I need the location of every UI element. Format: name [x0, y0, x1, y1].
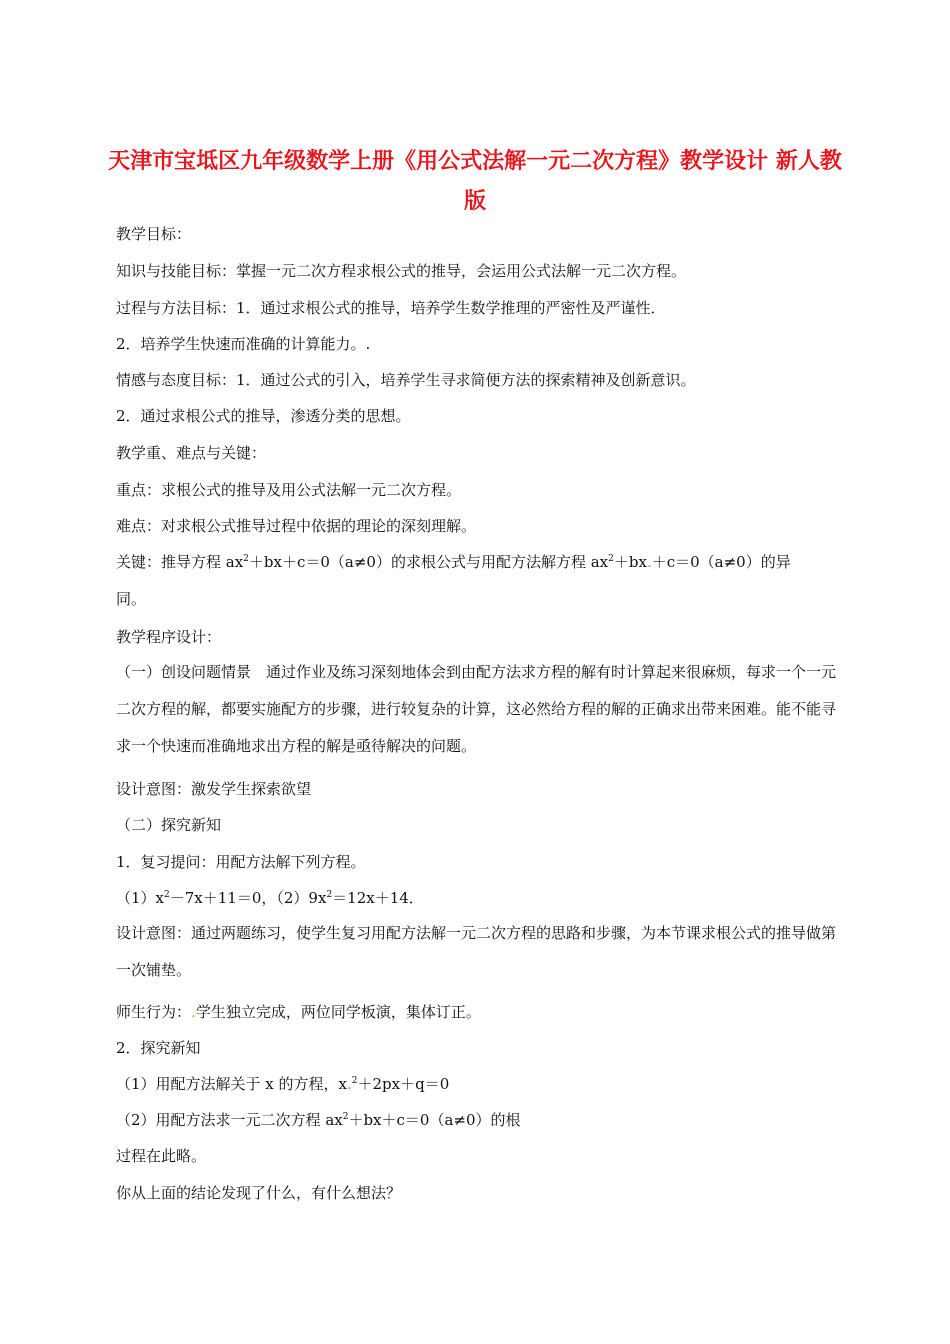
paragraph-key-cont: 同。: [116, 590, 147, 608]
text-run: 关键：推导方程 ax: [116, 553, 244, 571]
text-run: ：: [176, 1003, 192, 1021]
paragraph-difficulty: 难点：对求根公式推导过程中依据的理论的深刻理解。: [116, 517, 477, 535]
text-run: （1）x: [116, 889, 165, 907]
edit-mark: .: [646, 553, 652, 571]
paragraph-knowledge-goal: 知识与技能目标：掌握一元二次方程求根公式的推导，会运用公式法解一元二次方程。: [116, 262, 687, 280]
text-run: ＋bx＋c＝0（a≠0）的根: [348, 1111, 521, 1129]
paragraph-process-goal: 过程与方法目标：1．通过求根公式的推导，培养学生数学推理的严密性及严谨性．: [116, 299, 666, 317]
paragraph-omitted: 过程在此略。: [116, 1147, 207, 1165]
section-heading-explore-2: 2．探究新知: [116, 1039, 201, 1057]
text-run: －7x＋11＝0，（2）9x: [169, 889, 327, 907]
paragraph-teacher-student: [116, 1002, 836, 1022]
section-heading-explore: （二）探究新知: [116, 816, 222, 834]
superscript: 2: [608, 554, 614, 564]
edit-mark: .: [191, 1003, 196, 1021]
paragraph-attitude-goal: 情感与态度目标：1．通过公式的引入，培养学生寻求简便方法的探索精神及创新意识。: [116, 371, 696, 389]
paragraph-process-goal-2: 2．培养学生快速而准确的计算能力。.: [116, 335, 371, 353]
paragraph-problem-2: [116, 1110, 836, 1130]
text-run: （2）用配方法求一元二次方程 ax: [116, 1111, 343, 1129]
paragraph-design-intent-1: 设计意图：激发学生探索欲望: [116, 780, 312, 798]
paragraph-attitude-goal-2: 2．通过求根公式的推导，渗透分类的思想。: [116, 407, 411, 425]
paragraph-scenario: （一）创设问题情景 通过作业及练习深刻地体会到由配方法求方程的解有时计算起来很麻烦，每求一个一元二次方程的解，都要实施配方的步骤，进行较复杂的计算，这必然给方程的解的正确求出带来困难。能不能寻求一个快速而准确地求出方程的解是亟待解决的问题。: [116, 663, 837, 755]
text-run: ＋2px＋q＝0: [357, 1075, 450, 1093]
document-title: 天津市宝坻区九年级数学上册《用公式法解一元二次方程》教学设计 新人教版: [108, 149, 842, 214]
superscript: 2: [243, 554, 249, 564]
paragraph-question: 你从上面的结论发现了什么，有什么想法？: [116, 1184, 402, 1202]
paragraph-exercises: [116, 888, 836, 908]
text-run: ＋c＝0（a≠0）的异: [651, 553, 791, 571]
text-run: 师生行为: [116, 1003, 177, 1021]
section-heading-key-points: 教学重、难点与关键：: [116, 444, 267, 462]
paragraph-review: 1．复习提问：用配方法解下列方程。: [116, 853, 366, 871]
paragraph-key: [116, 552, 836, 572]
section-heading-procedure: 教学程序设计：: [116, 628, 222, 646]
edit-mark: .: [347, 1075, 352, 1093]
section-heading-objectives: 教学目标：: [116, 225, 192, 243]
text-run: ＋bx: [613, 553, 647, 571]
superscript: 2: [351, 1076, 358, 1086]
text-run: ＋bx＋c＝0（a≠0）的求根公式与用配方法解方程 ax: [248, 553, 609, 571]
superscript: 2: [164, 890, 170, 900]
text-run: （1）用配方法解关于 x 的方程，x: [116, 1075, 347, 1093]
paragraph-design-intent-2: 设计意图：通过两题练习，使学生复习用配方法解一元二次方程的思路和步骤，为本节课求根公式的推导做第一次铺垫。: [116, 924, 837, 979]
paragraph-problem-1: [116, 1074, 836, 1094]
superscript: 2: [342, 1112, 349, 1122]
superscript: 2: [326, 890, 333, 900]
paragraph-focus: 重点：求根公式的推导及用公式法解一元二次方程。: [116, 481, 462, 499]
text-run: ＝12x＋14．: [332, 889, 424, 907]
text-run: 学生独立完成，两位同学板演，集体订正。: [195, 1003, 481, 1021]
